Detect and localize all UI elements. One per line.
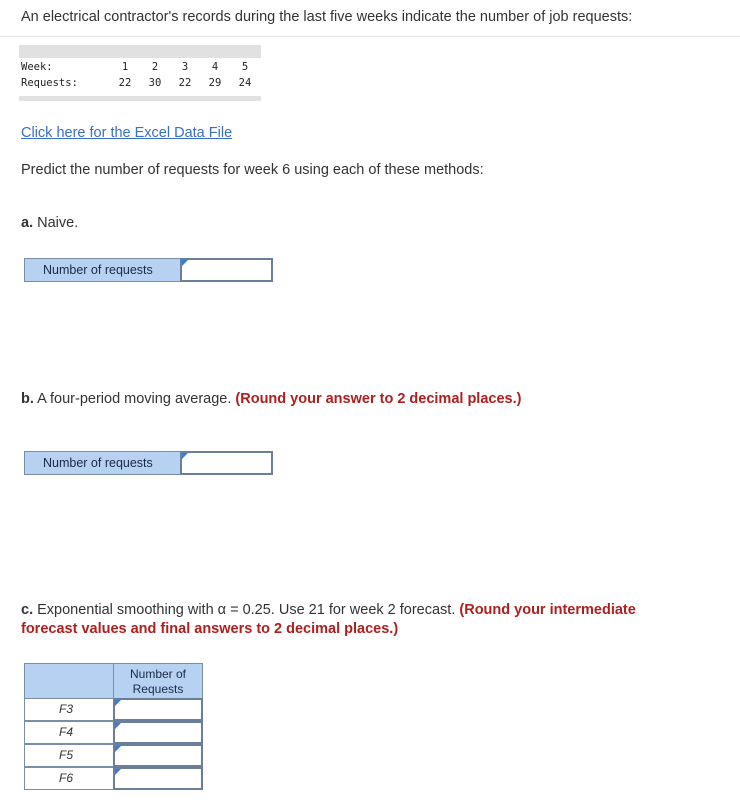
requests-row-label: Requests: bbox=[21, 77, 78, 89]
part-b-letter: b. bbox=[21, 391, 34, 407]
input-marker-icon bbox=[115, 769, 121, 775]
divider bbox=[0, 36, 740, 37]
input-marker-icon bbox=[182, 453, 188, 459]
part-a-text: Naive. bbox=[33, 215, 79, 231]
part-a-answer-input[interactable] bbox=[180, 258, 273, 282]
week-row-label: Week: bbox=[21, 61, 53, 73]
requests-cell: 22 bbox=[178, 77, 192, 89]
data-table-top-bar bbox=[19, 45, 261, 58]
part-b-text: A four-period moving average. bbox=[33, 391, 232, 407]
requests-cell: 30 bbox=[148, 77, 162, 89]
excel-data-link[interactable]: Click here for the Excel Data File bbox=[21, 125, 233, 141]
input-marker-icon bbox=[115, 723, 121, 729]
week-cell: 5 bbox=[241, 61, 249, 73]
es-header-line-2: Requests bbox=[132, 682, 184, 696]
requests-cell: 29 bbox=[208, 77, 222, 89]
es-row-label-f4: F4 bbox=[24, 721, 114, 744]
requests-cell: 24 bbox=[238, 77, 252, 89]
part-b-answer-input[interactable] bbox=[180, 451, 273, 475]
part-c-letter: c. bbox=[21, 602, 34, 618]
es-input-f6[interactable] bbox=[113, 767, 203, 790]
week-cell: 2 bbox=[151, 61, 159, 73]
es-input-f4[interactable] bbox=[113, 721, 203, 744]
part-c-rounding-note-2: forecast values and final answers to 2 decimal places.) bbox=[21, 621, 399, 637]
part-a-heading bbox=[21, 215, 78, 231]
part-a-answer-label: Number of requests bbox=[24, 258, 182, 282]
part-a-letter: a. bbox=[21, 215, 34, 231]
es-row-label-f6: F6 bbox=[24, 767, 114, 790]
input-marker-icon bbox=[115, 700, 121, 706]
part-c-rounding-note-1: (Round your intermediate bbox=[459, 602, 636, 618]
es-input-f5[interactable] bbox=[113, 744, 203, 767]
part-b-heading bbox=[21, 391, 521, 407]
part-c-heading bbox=[21, 602, 636, 618]
es-row-label-f5: F5 bbox=[24, 744, 114, 767]
data-table-bottom-bar bbox=[19, 96, 261, 101]
problem-intro: An electrical contractor's records during the last five weeks indicate the number of job requests: bbox=[21, 9, 633, 25]
requests-cell: 22 bbox=[118, 77, 132, 89]
input-marker-icon bbox=[182, 260, 188, 266]
week-cell: 4 bbox=[211, 61, 219, 73]
part-c-text: Exponential smoothing with α = 0.25. Use 21 for week 2 forecast. bbox=[33, 602, 456, 618]
input-marker-icon bbox=[115, 746, 121, 752]
es-row-label-f3: F3 bbox=[24, 698, 114, 721]
week-cell: 1 bbox=[121, 61, 129, 73]
part-b-answer-label: Number of requests bbox=[24, 451, 182, 475]
week-cell: 3 bbox=[181, 61, 189, 73]
es-input-f3[interactable] bbox=[113, 698, 203, 721]
es-table-header-blank bbox=[24, 663, 114, 699]
es-table-header bbox=[113, 663, 203, 699]
part-b-rounding-note: (Round your answer to 2 decimal places.) bbox=[235, 391, 522, 407]
es-header-line-1: Number of bbox=[129, 667, 187, 681]
prediction-prompt: Predict the number of requests for week 6 using each of these methods: bbox=[21, 162, 484, 178]
